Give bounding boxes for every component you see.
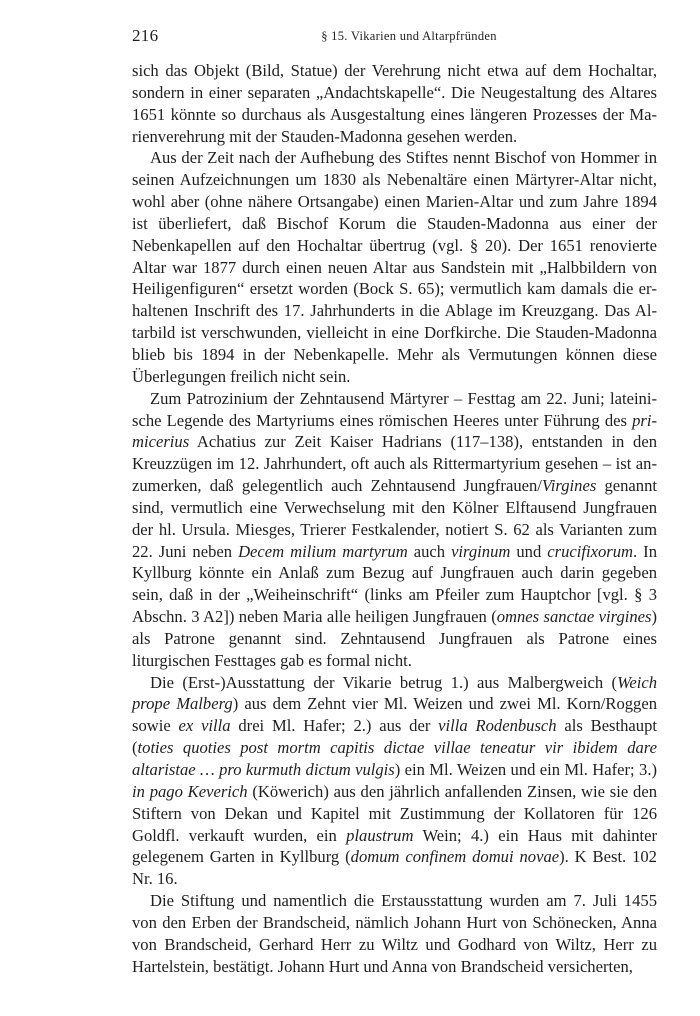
italic-text: primicerius (132, 410, 657, 452)
italic-text: Decem milium martyrum (238, 541, 408, 561)
text-run: ) aus dem Zehnt vier Ml. Weizen und zwei Ml. Korn/Roggen sowie (132, 694, 658, 736)
italic-text: Virgines (541, 476, 597, 496)
italic-text: domum confinem domui novae (350, 847, 560, 867)
paragraph (132, 672, 657, 890)
text-run: als Besthaupt ( (132, 716, 657, 758)
italic-text: crucifixorum (547, 541, 634, 561)
running-title: § 15. Vikarien und Altarpfründen (321, 29, 497, 43)
page-number: 216 (132, 26, 159, 45)
text-run: genannt sind, vermutlich eine Verwechselung mit den Kölner Elftausend Jungfrauen der hl. Ursula. Miesges, Trierer Festkalender, notiert S. 62 als Varianten zum 22. Juni neben (132, 476, 657, 561)
paragraph (132, 147, 657, 387)
text-run: drei Ml. Hafer; 2.) aus der (230, 716, 439, 736)
text-run: (Köwerich) aus den jährlich anfallenden Zinsen, wie sie den Stiftern von Dekan und Kapitel mit Zustimmung der Kollatoren für 126 Goldfl. verkauft wurden, ein (132, 781, 657, 845)
text-run: Die (Erst-)Ausstattung der Vikarie betrug 1.) aus Malbergweich ( (150, 672, 618, 692)
body-text (132, 60, 657, 977)
paragraph (132, 388, 657, 672)
italic-text: virginum (451, 541, 511, 561)
paragraph (132, 60, 657, 147)
text-run: sich das Objekt (Bild, Statue) der Verehrung nicht etwa auf dem Hochaltar, sondern in einer separaten „Andachtskapelle“. Die Neugestaltung des Altares 1651 könnte so durchaus als Ausgestaltung eines längeren Prozesses der Marienverehrung mit der Stauden-Madonna gesehen werden. (132, 61, 657, 146)
italic-text: omnes sanctae virgines (496, 607, 652, 627)
italic-text: plaustrum (346, 825, 414, 845)
italic-text: Weich prope Malberg (132, 672, 657, 714)
text-run: Wein; 4.) ein Haus mit dahinter gelegenem Garten in Kyllburg ( (132, 825, 657, 867)
text-run: ) ein Ml. Weizen und ein Ml. Hafer; 3.) (394, 760, 658, 779)
text-run: ) als Patrone genannt sind. Zehntausend Jungfrauen als Patrone eines liturgischen Festtages gab es formal nicht. (132, 607, 657, 670)
italic-text: villa Rodenbusch (438, 716, 557, 736)
italic-text: ex villa (178, 716, 231, 736)
text-run: ). K Best. 102 Nr. 16. (132, 847, 657, 889)
text-run: Zum Patrozinium der Zehntausend Märtyrer – Festtag am 22. Juni; lateinische Legende des Martyriums eines römischen Heeres unter Führung des (132, 388, 657, 430)
paragraph (132, 890, 657, 977)
italic-text: toties quoties post mortm capitis dictae villae teneatur vir ibidem dare altaristae … pro kurmuth dictum vulgis (132, 738, 657, 779)
text-run: Die Stiftung und namentlich die Erstausstattung wurden am 7. Juli 1455 von den Erben der Brandscheid, nämlich Johann Hurt von Schönecken, Anna von Brandscheid, Gerhard Herr zu Wiltz und Godhard von Wiltz, Herr zu Hartelstein, bestätigt. Johann Hurt und Anna von Brandscheid versicherten, (132, 891, 657, 976)
text-run: Aus der Zeit nach der Aufhebung des Stiftes nennt Bischof von Hommer in seinen Aufzeichnungen um 1830 als Nebenaltäre einen Märtyrer-Altar nicht, wohl aber (ohne nähere Ortsangabe) einen Marien-Altar und zum Jahre 1894 ist überliefert, daß Bischof Korum die Stauden-Madonna aus einer der Nebenkapellen auf den Hochaltar übertrug (vgl. § 20). Der 1651 renovierte Altar war 1877 durch einen neuen Altar aus Sandstein mit „Halbbildern von Heiligenfiguren“ ersetzt worden (Bock S. 65); vermutlich kam damals die erhaltenen Inschrift des 17. Jahrhunderts in die Ablage im Kreuzgang. Das Altarbild ist verschwunden, vielleicht in eine Dorfkirche. Die Stauden-Madonna blieb bis 1894 in der Nebenkapelle. Mehr als Vermutungen können diese Überlegungen freilich nicht sein. (132, 148, 657, 386)
text-run: . In Kyllburg könnte ein Anlaß zum Bezug auf Jungfrauen auch darin gegeben sein, daß in der „Weiheinschrift“ (links am Pfeiler zum Hauptchor [vgl. § 3 Abschn. 3 A2]) neben Maria alle heiligen Jungfrauen ( (132, 541, 657, 627)
text-run: Achatius zur Zeit Kaiser Hadrians (117–138), entstanden in den Kreuzzügen im 12. Jahrhundert, oft auch als Rittermartyrium gesehen – ist anzumerken, daß gelegentlich auch Zehntausend Jungfrauen/ (132, 432, 657, 496)
text-run: und (510, 541, 548, 561)
text-run: auch (407, 541, 452, 561)
italic-text: in pago Keverich (132, 781, 248, 801)
page-header (132, 26, 656, 48)
